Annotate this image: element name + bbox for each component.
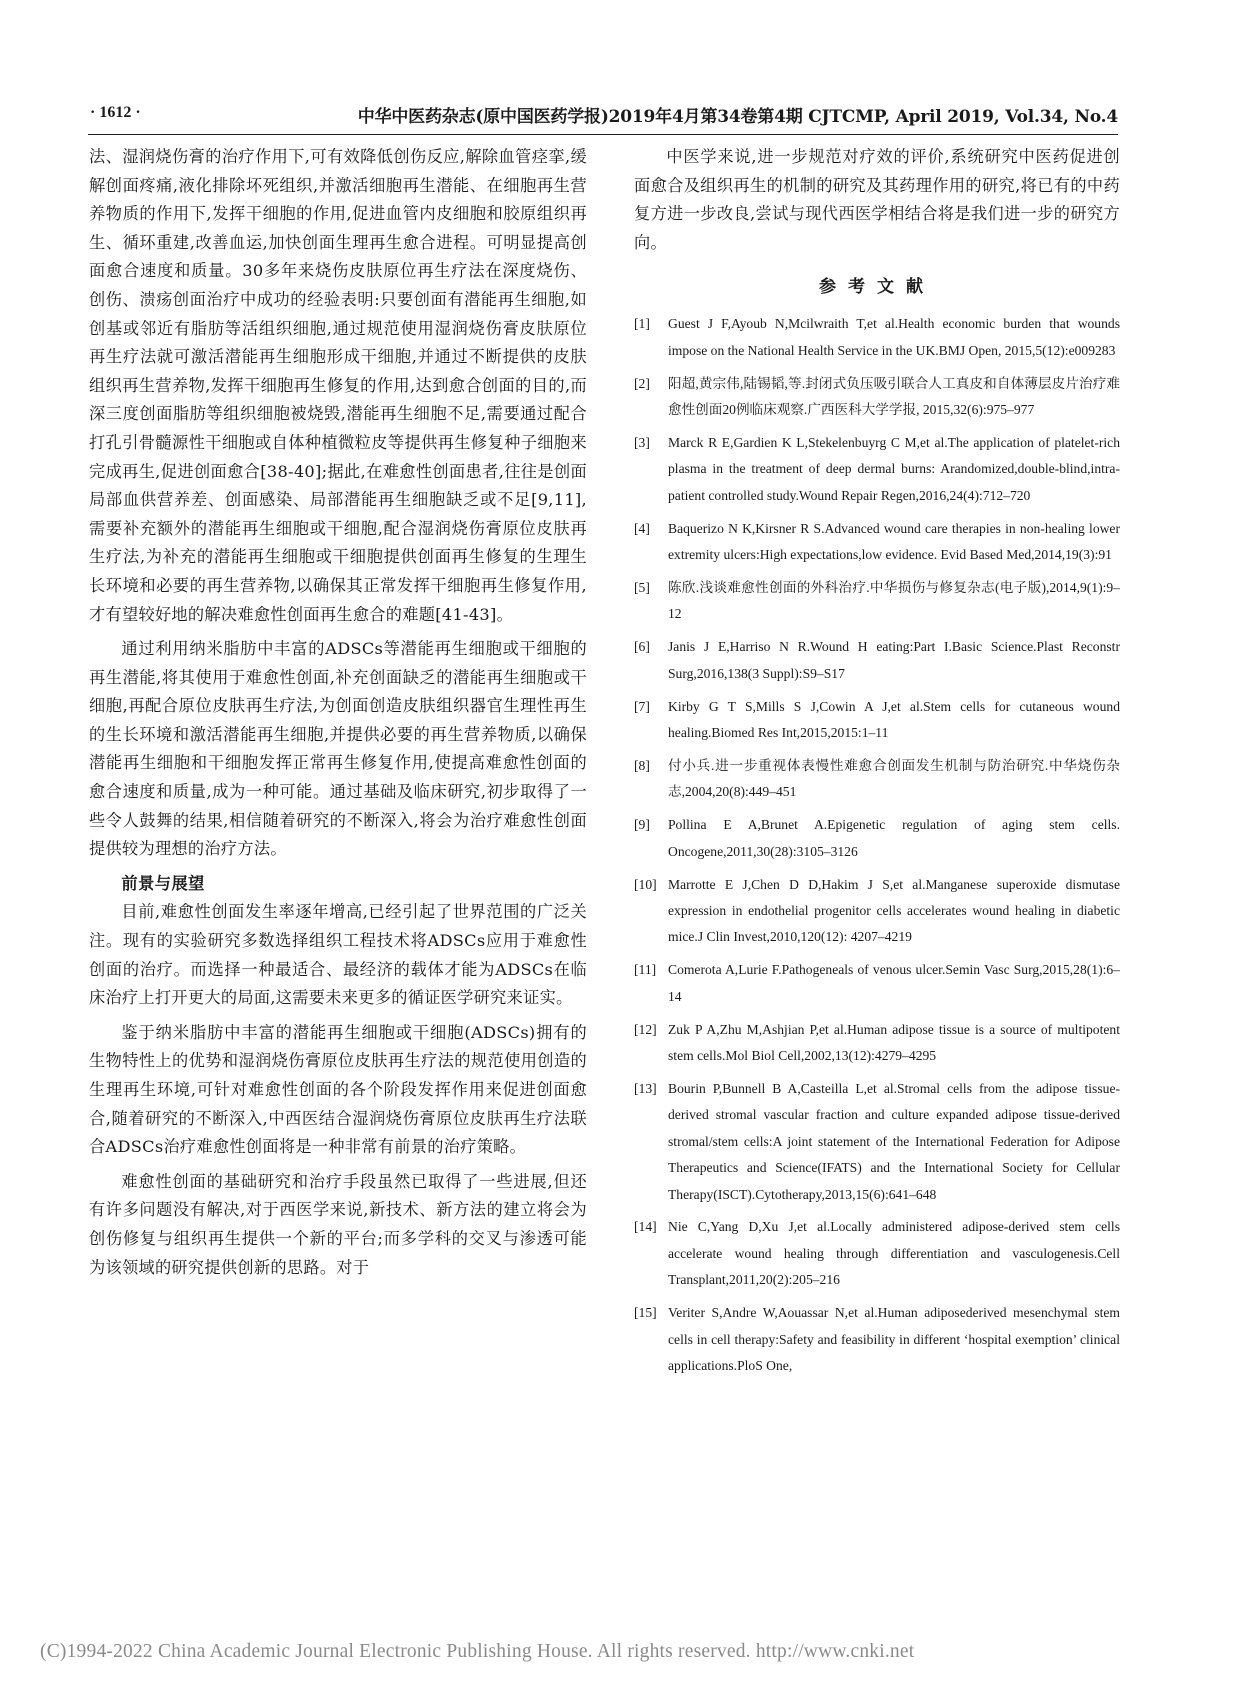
body-paragraph: 目前,难愈性创面发生率逐年增高,已经引起了世界范围的广泛关注。现有的实验研究多数选择组织工程技术将ADSCs应用于难愈性创面的治疗。而选择一种最适合、最经济的载体才能为ADSCs在临床治疗上打开更大的局面,这需要未来更多的循证医学研究来证实。 xyxy=(89,902,587,1008)
reference-text: Veriter S,Andre W,Aouassar N,et al.Human adiposederived mesenchymal stem cells in cell therapy:Safety and feasibility in different ‘hospital exemption’ clinical applications.PloS One, xyxy=(668,1305,1120,1373)
reference-number: [12] xyxy=(634,1021,657,1037)
page-header xyxy=(88,100,1118,135)
reference-text: 陈欣.浅谈难愈性创面的外科治疗.中华损伤与修复杂志(电子版),2014,9(1):9–12 xyxy=(668,580,1120,622)
reference-number: [3] xyxy=(634,435,650,450)
reference-item xyxy=(634,753,1120,806)
reference-item xyxy=(634,516,1120,569)
reference-text: Bourin P,Bunnell B A,Casteilla L,et al.Stromal cells from the adipose tissue-derived stromal vascular fraction and culture expanded adipose tissue-derived stromal/stem cells:A joint statement of the International Federation for Adipose Therapeutics and Science(IFATS) and the International Society for Cellular Therapy(ISCT).Cytotherapy,2013,15(6):641–648 xyxy=(668,1080,1120,1202)
reference-text: Nie C,Yang D,Xu J,et al.Locally administered adipose-derived stem cells accelerate wound healing through differentiation and vasculogenesis.Cell Transplant,2011,20(2):205–216 xyxy=(668,1219,1120,1288)
reference-text: Marrotte E J,Chen D D,Hakim J S,et al.Manganese superoxide dismutase expression in endothelial progenitor cells accelerates wound healing in diabetic mice.J Clin Invest,2010,120(12): 4207–4219 xyxy=(668,876,1120,945)
references-title: 参考文献 xyxy=(819,277,935,298)
reference-item xyxy=(634,575,1120,628)
reference-number: [8] xyxy=(634,757,650,773)
reference-item xyxy=(634,812,1120,865)
reference-text: Baquerizo N K,Kirsner R S.Advanced wound care therapies in non-healing lower extremity ulcers:High expectations,low evidence. Evid Based Med,2014,19(3):91 xyxy=(668,520,1120,563)
reference-number: [4] xyxy=(634,520,650,536)
reference-number: [10] xyxy=(634,876,657,892)
section-heading: 前景与展望 xyxy=(121,873,205,893)
reference-number: [9] xyxy=(634,817,650,833)
reference-item xyxy=(634,1300,1120,1379)
reference-number: [1] xyxy=(634,316,650,332)
reference-number: [6] xyxy=(634,639,650,655)
reference-number: [5] xyxy=(634,580,650,596)
body-paragraph: 法、湿润烧伤膏的治疗作用下,可有效降低创伤反应,解除血管痉挛,缓解创面疼痛,液化排除坏死组织,并激活细胞再生潜能、在细胞再生营养物质的作用下,发挥干细胞的作用,促进血管内皮细胞和胶原组织再生、循环重建,改善血运,加快创面生理再生愈合进程。可明显提高创面愈合速度和质量。30多年来烧伤皮肤原位再生疗法在深度烧伤、创伤、溃疡创面治疗中成功的经验表明:只要创面有潜能再生细胞,如创基或邻近有脂肪等活组织细胞,通过规范使用湿润烧伤膏皮肤原位再生疗法就可激活潜能再生细胞形成干细胞,并通过不断提供的皮肤组织再生营养物,发挥干细胞再生修复的作用,达到愈合创面的目的,而深三度创面脂肪等组织细胞被烧毁,潜能再生细胞不足,需要通过配合打孔引骨髓源性干细胞或自体种植微粒皮等提供再生修复种子细胞来完成再生,促进创面愈合[38-40];据此,在难愈性创面患者,往往是创面局部血供营养差、创面感染、局部潜能再生细胞缺乏或不足[9,11],需要补充额外的潜能再生细胞或干细胞,配合湿润烧伤膏原位皮肤再生疗法,为补充的潜能再生细胞或干细胞提供创面再生修复的生理生长环境和必要的再生营养物,以确保其正常发挥干细胞再生修复作用,才有望较好地的解决难愈性创面再生愈合的难题[41-43]。 xyxy=(89,147,587,624)
reference-number: [13] xyxy=(634,1080,657,1096)
reference-list xyxy=(634,311,1120,1379)
page-number: · 1612 · xyxy=(90,104,141,121)
reference-item xyxy=(634,957,1120,1010)
reference-text: Janis J E,Harriso N R.Wound H eating:Part I.Basic Science.Plast Reconstr Surg,2016,138(3 Suppl):S9–S17 xyxy=(668,639,1120,681)
reference-number: [7] xyxy=(634,698,650,714)
reference-text: 付小兵.进一步重视体表慢性难愈合创面发生机制与防治研究.中华烧伤杂志,2004,20(8):449–451 xyxy=(668,757,1120,800)
right-column xyxy=(634,143,1120,1386)
reference-item xyxy=(634,371,1120,424)
reference-number: [2] xyxy=(634,375,650,391)
reference-item xyxy=(634,1076,1120,1208)
reference-number: [14] xyxy=(634,1219,657,1235)
reference-text: Zuk P A,Zhu M,Ashjian P,et al.Human adipose tissue is a source of multipotent stem cells.Mol Biol Cell,2002,13(12):4279–4295 xyxy=(668,1021,1120,1064)
reference-item xyxy=(634,634,1120,687)
reference-item xyxy=(634,1017,1120,1070)
reference-number: [11] xyxy=(634,962,657,978)
reference-text: Kirby G T S,Mills S J,Cowin A J,et al.Stem cells for cutaneous wound healing.Biomed Res Int,2015,2015:1–11 xyxy=(668,698,1120,741)
reference-item xyxy=(634,311,1120,364)
reference-item xyxy=(634,694,1120,747)
reference-text: Marck R E,Gardien K L,Stekelenbuyrg C M,et al.The application of platelet-rich plasma in the treatment of deep dermal burns: Arandomized,double-blind,intra-patient controlled study.Wound Repair Regen,2016,24(4):712–720 xyxy=(668,435,1120,503)
reference-text: Comerota A,Lurie F.Pathogeneals of venous ulcer.Semin Vasc Surg,2015,28(1):6–14 xyxy=(668,962,1120,1004)
copyright-footer: (C)1994-2022 China Academic Journal Electronic Publishing House. All rights reserved. http://www.cnki.net xyxy=(40,1641,915,1662)
left-column xyxy=(89,143,587,1282)
journal-info: 中华中医药杂志(原中国医药学报)2019年4月第34卷第4期 CJTCMP, April 2019, Vol.34, No.4 xyxy=(357,107,1118,127)
reference-number: [15] xyxy=(634,1305,657,1321)
body-paragraph: 鉴于纳米脂肪中丰富的潜能再生细胞或干细胞(ADSCs)拥有的生物特性上的优势和湿润烧伤膏原位皮肤再生疗法的规范使用创造的生理再生环境,可针对难愈性创面的各个阶段发挥作用来促进创面愈合,随着研究的不断深入,中西医结合湿润烧伤膏原位皮肤再生疗法联合ADSCs治疗难愈性创面将是一种非常有前景的治疗策略。 xyxy=(89,1022,587,1157)
body-paragraph: 难愈性创面的基础研究和治疗手段虽然已取得了一些进展,但还有许多问题没有解决,对于西医学来说,新技术、新方法的建立将会为创伤修复与组织再生提供一个新的平台;而多学科的交叉与渗透可能为该领域的研究提供创新的思路。对于 xyxy=(89,1171,587,1277)
reference-item xyxy=(634,1214,1120,1293)
reference-text: 阳超,黄宗伟,陆锡韬,等.封闭式负压吸引联合人工真皮和自体薄层皮片治疗难愈性创面20例临床观察.广西医科大学学报, 2015,32(6):975–977 xyxy=(668,375,1120,418)
body-paragraph: 通过利用纳米脂肪中丰富的ADSCs等潜能再生细胞或干细胞的再生潜能,将其使用于难愈性创面,补充创面缺乏的潜能再生细胞或干细胞,再配合原位皮肤再生疗法,为创面创造皮肤组织器官生理性再生的生长环境和激活潜能再生细胞,并提供必要的再生营养物质,以确保潜能再生细胞和干细胞发挥正常再生修复作用,使提高难愈性创面的愈合速度和质量,成为一种可能。通过基础及临床研究,初步取得了一些令人鼓舞的结果,相信随着研究的不断深入,将会为治疗难愈性创面提供较为理想的治疗方法。 xyxy=(89,639,587,859)
reference-text: Guest J F,Ayoub N,Mcilwraith T,et al.Health economic burden that wounds impose on the National Health Service in the UK.BMJ Open, 2015,5(12):e009283 xyxy=(668,316,1120,358)
reference-text: Pollina E A,Brunet A.Epigenetic regulation of aging stem cells. Oncogene,2011,30(28):3105–3126 xyxy=(668,817,1120,859)
body-paragraph: 中医学来说,进一步规范对疗效的评价,系统研究中医药促进创面愈合及组织再生的机制的研究及其药理作用的研究,将已有的中药复方进一步改良,尝试与现代西医学相结合将是我们进一步的研究方向。 xyxy=(634,147,1120,252)
reference-item xyxy=(634,872,1120,951)
reference-item xyxy=(634,430,1120,509)
